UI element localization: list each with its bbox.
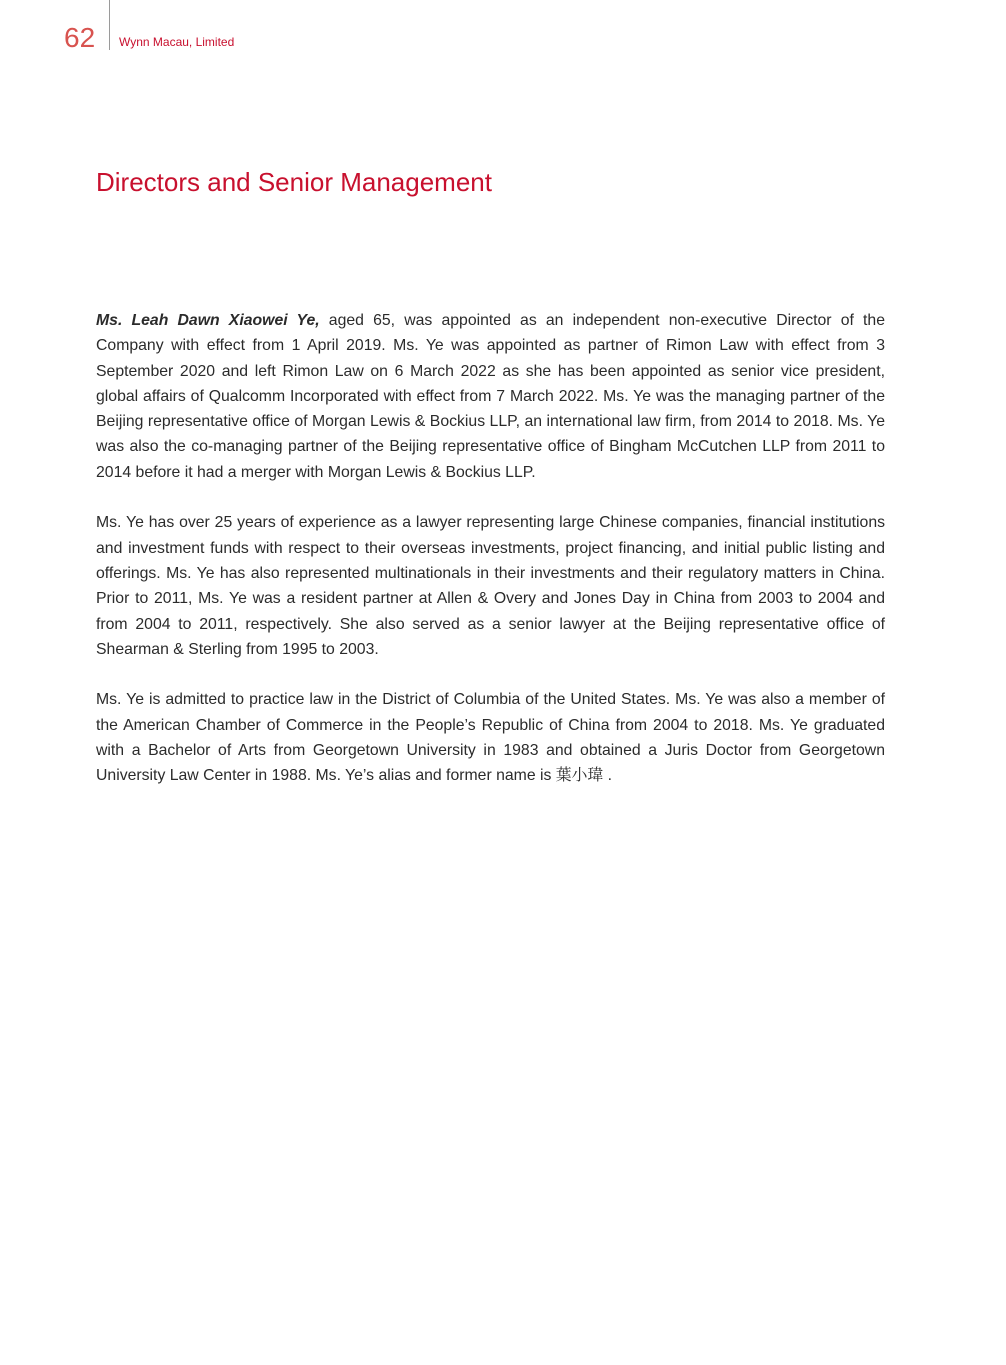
person-name: Ms. Leah Dawn Xiaowei Ye, (96, 312, 320, 329)
bio-paragraph-1-text: aged 65, was appointed as an independent non-executive Director of the Company with effect from 1 April 2019. Ms. Ye was appointed as partner of Rimon Law with effect from 3 September 2020 and left Rimon Law on 6 March 2022 as she has been appointed as senior vice president, global affairs of Qualcomm Incorporated with effect from 7 March 2022. Ms. Ye was the managing partner of the Beijing representative office of Morgan Lewis & Bockius LLP, an international law firm, from 2014 to 2018. Ms. Ye was also the co-managing partner of the Beijing representative office of Bingham McCutchen LLP from 2011 to 2014 before it had a merger with Morgan Lewis & Bockius LLP. (96, 312, 885, 481)
header-divider (109, 0, 110, 50)
bio-paragraph-3: Ms. Ye is admitted to practice law in the District of Columbia of the United States. Ms. Ye was also a member of the American Chamber of Commerce in the People’s Republic of China from 2004 to 2018. Ms. Ye graduated with a Bachelor of Arts from Georgetown University in 1983 and obtained a Juris Doctor from Georgetown University Law Center in 1988. Ms. Ye’s alias and former name is 葉小瑋 . (96, 691, 885, 785)
bio-paragraph-2: Ms. Ye has over 25 years of experience as a lawyer representing large Chinese companies, financial institutions and investment funds with respect to their overseas investments, project financing, and initial public listing and offerings. Ms. Ye has also represented multinationals in their investments and their regulatory matters in China. Prior to 2011, Ms. Ye was a resident partner at Allen & Overy and Jones Day in China from 2003 to 2004 and from 2004 to 2011, respectively. She also served as a senior lawyer at the Beijing representative office of Shearman & Sterling from 1995 to 2003. (96, 514, 885, 658)
bio-content (96, 308, 885, 814)
page-number: 62 (64, 22, 96, 53)
company-name: Wynn Macau, Limited (119, 35, 235, 49)
bio-paragraph-1 (96, 308, 885, 485)
section-title: Directors and Senior Management (96, 167, 492, 197)
